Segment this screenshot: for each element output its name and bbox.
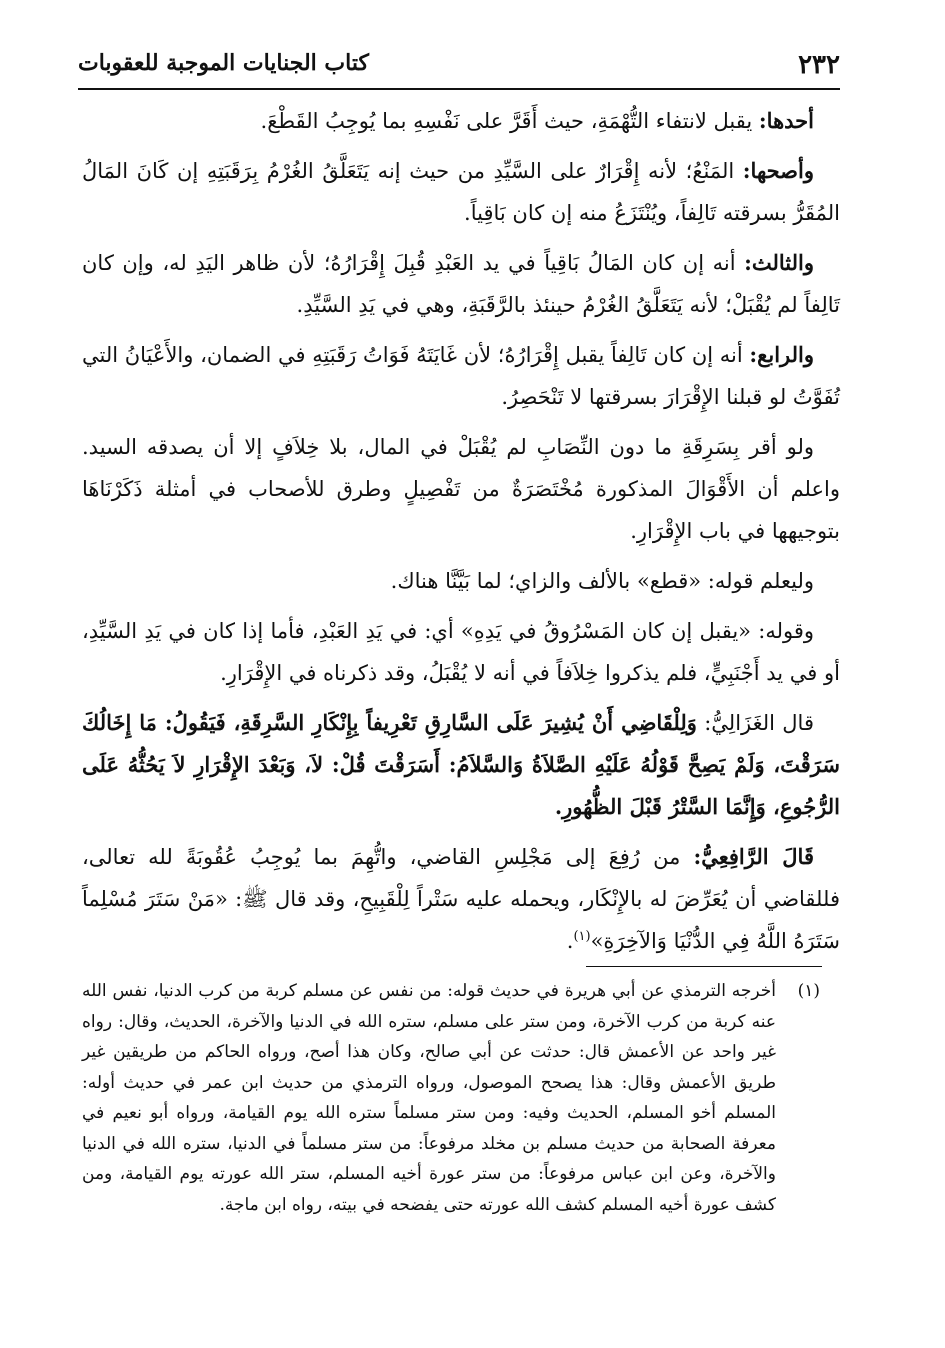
paragraph-lead: وأصحها: bbox=[742, 158, 814, 183]
footnote-divider bbox=[586, 966, 822, 967]
paragraph-lead: والرابع: bbox=[749, 342, 814, 367]
header-divider bbox=[78, 88, 840, 90]
footnote bbox=[82, 976, 820, 1220]
footnote-number: (١) bbox=[797, 981, 820, 1001]
paragraph bbox=[82, 426, 840, 552]
paragraph bbox=[82, 242, 840, 326]
paragraph-text: المَنْعُ؛ لأنه إِقْرَارٌ على السَّيِّدِ من حيث إنه يَتَعَلَّقُ الغُرْمُ بِرَقَبَتِهِ إن كَانَ المَالُ المُقَرُّ بسرقته تَالِفاً، ويُنْتَزَعُ منه إن كان بَاقِياً. bbox=[82, 159, 840, 225]
paragraph bbox=[82, 560, 840, 602]
page-header bbox=[78, 46, 840, 84]
footnotes bbox=[82, 976, 820, 1220]
paragraph-lead: أحدها: bbox=[758, 108, 814, 133]
paragraph bbox=[82, 610, 840, 694]
paragraph bbox=[82, 100, 840, 142]
footnote-reference[interactable]: (١) bbox=[573, 929, 591, 944]
page-number: ٢٣٢ bbox=[798, 50, 840, 80]
paragraph-text: وليعلم قوله: «قطع» بالألف والزاي؛ لما بَيَّنَّا هناك. bbox=[390, 569, 814, 593]
paragraph-rafii bbox=[82, 836, 840, 962]
paragraph-lead: قَالَ الرَّافِعِيُّ: bbox=[693, 844, 814, 869]
paragraph-text: من رُفِعَ إلى مَجْلِسِ القاضي، واتُّهِمَ بما يُوجِبُ عُقُوبَةً لله تعالى، فللقاضي أن يُعَرِّضَ له بالإِنْكَار، ويحمله عليه سَتْراً لِلْقَبِيحِ، وقد قال ﷺ: «مَنْ سَتَرَ مُسْلِماً سَتَرَهُ اللَّهُ فِي الدُّنْيَا وَالآخِرَةِ» bbox=[82, 845, 840, 953]
paragraph-text: أنه إن كان المَالُ بَاقِياً في يد العَبْدِ قُبِلَ إِقْرَارُهُ؛ لأن ظاهر اليَدِ له، وإن كان تَالِفاً لم يُقْبَلْ؛ لأنه يَتَعَلَّقُ الغُرْمُ حينئذ بالرَّقَبَةِ، وهي في يَدِ السَّيِّدِ. bbox=[82, 251, 840, 317]
quoted-matn: وَلِلْقَاضِي أَنْ يُشِيرَ عَلَى السَّارِقِ تَعْرِيفاً بِإِنْكَارِ السَّرِقَةِ، فَيَقُولُ: مَا إِخَالُكَ سَرَقْتَ، وَلَمْ يَصِحَّ قَوْلُهُ عَلَيْهِ الصَّلاَةُ وَالسَّلاَمُ: أَسَرَقْتَ قُلْ: لاَ، وَبَعْدَ الإِقْرَارِ لاَ يَحُثُّهُ عَلَى الرُّجُوعِ، وَإِنَّمَا السَّتْرُ قَبْلَ الظُّهُورِ. bbox=[82, 710, 840, 819]
footnote-text: أخرجه الترمذي عن أبي هريرة في حديث قوله: من نفس عن مسلم كربة من كرب الدنيا، نفس الله عنه كربة من كرب الآخرة، ومن ستر على مسلم، ستره الله في الدنيا والآخرة، الحديث، وقال: رواه غير واحد عن الأعمش قال: حدثت عن أبي صالح، وكان هذا أصح، ورواه الحاكم من طريقين غير طريق الأعمش وقال: هذا يصحح الموصول، ورواه الترمذي من حديث ابن عمر في حديث أوله: المسلم أخو المسلم، الحديث وفيه: ومن ستر مسلماً ستره الله يوم القيامة، ورواه أبو نعيم في معرفة الصحابة من حديث مسلم بن مخلد مرفوعاً: من ستر مسلماً في الدنيا، ستره الله في الدنيا والآخرة، وعن ابن عباس مرفوعاً: من ستر عورة أخيه المسلم، ستر الله عورته يوم القيامة، ومن كشف عورة أخيه المسلم كشف الله عورته حتى يفضحه في بيته، رواه ابن ماجة. bbox=[82, 981, 776, 1215]
paragraph-text: أنه إن كان تَالِفاً يقبل إِقْرَارُهُ؛ لأن غَايَتَهُ فَوَاتُ رَقَبَتِهِ في الضمان، والأَعْيَانُ التي تُفَوَّتُ لو قبلنا الإِقْرَارَ بسرقتها لا تَنْحَصِرُ. bbox=[82, 343, 840, 409]
paragraph-text: ولو أقر بِسَرِقَةِ ما دون النِّصَابِ لم يُقْبَلْ في المال، بلا خِلاَفٍ إلا أن يصدقه السيد. واعلم أن الأَقْوَالَ المذكورة مُخْتَصَرَةٌ من تَفْصِيلٍ وطرق للأصحاب في أمثلة ذَكَرْنَاهَا بتوجيهها في باب الإِقْرَارِ. bbox=[82, 435, 840, 543]
main-text bbox=[82, 100, 840, 970]
paragraph-text: قال الغَزَالِيُّ: bbox=[696, 711, 814, 735]
paragraph bbox=[82, 334, 840, 418]
paragraph-text: يقبل لانتفاء التُّهْمَةِ، حيث أَقَرَّ على نَفْسِهِ بما يُوجِبُ القَطْعَ. bbox=[260, 109, 759, 133]
running-title: كتاب الجنايات الموجبة للعقوبات bbox=[78, 50, 369, 76]
paragraph-tail: . bbox=[566, 929, 574, 953]
paragraph-lead: والثالث: bbox=[744, 250, 814, 275]
paragraph-ghazali bbox=[82, 702, 840, 828]
paragraph-text: وقوله: «يقبل إن كان المَسْرُوقُ في يَدِهِ» أي: في يَدِ العَبْدِ، فأما إذا كان في يَدِ السَّيِّدِ، أو في يد أَجْنَبِيٍّ، فلم يذكروا خِلاَفاً في أنه لا يُقْبَلُ، وقد ذكرناه في الإِقْرَارِ. bbox=[82, 619, 840, 685]
paragraph bbox=[82, 150, 840, 234]
